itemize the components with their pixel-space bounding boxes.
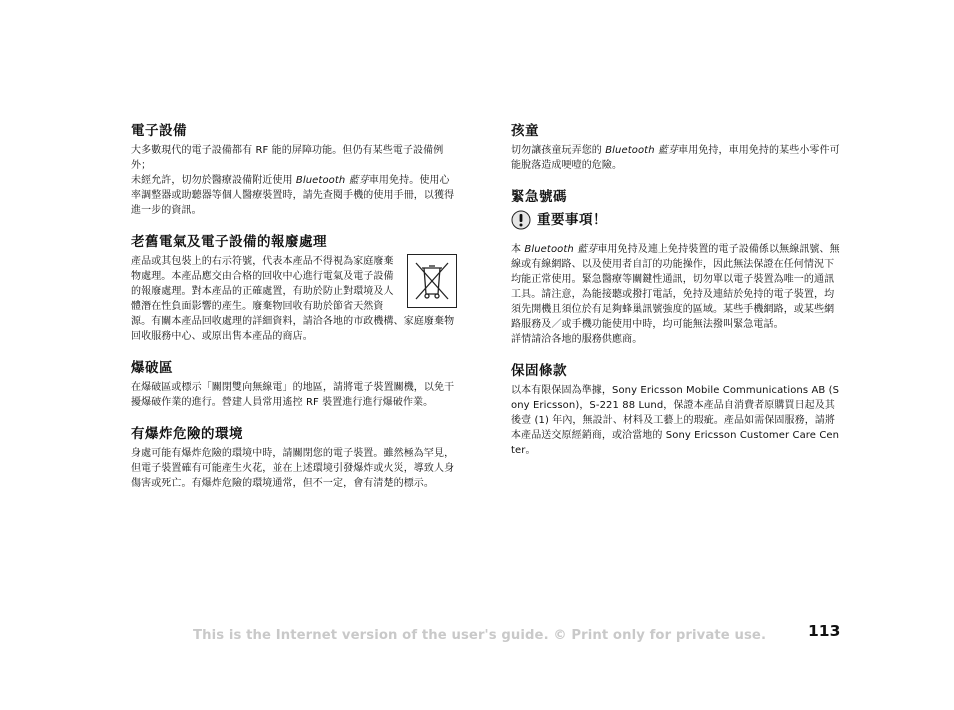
section-electronic-devices <box>131 122 457 218</box>
paragraph: 詳情請洽各地的服務供應商。 <box>511 334 643 345</box>
page-number: 113 <box>808 622 841 640</box>
paragraph: 身處可能有爆炸危險的環境中時，請關閉您的電子裝置。雖然極為罕見，但電子裝置確有可能產生火花，並在上述環境引發爆炸或火災，導致人身傷害或死亡。有爆炸危險的環境通常，但不一定，會有清楚的標示。 <box>131 448 455 489</box>
paragraph <box>131 173 457 218</box>
product-name: Bluetooth 藍芽 <box>605 145 679 156</box>
product-name: Bluetooth 藍芽 <box>524 244 598 255</box>
section-blasting-area <box>131 359 457 410</box>
text: 車用免持及連上免持裝置的電子設備係以無線訊號、無線或有線網路、以及使用者自訂的功能操作，因此無法保證在任何情況下均能正常使用。緊急醫療等關鍵性通訊，切勿單以電子裝置為唯一的通訊工具。請注意，為能接聽或撥打電話，免持及連結於免持的電子裝置，均須先開機且須位於有足夠蜂巢訊號強度的區域。某些手機網路，或某些網路服務及／或手機功能使用中時，均可能無法撥叫緊急電話。 <box>511 244 840 330</box>
section-important <box>511 210 841 347</box>
text: 未經允許，切勿於醫療設備附近使用 <box>131 175 296 186</box>
section-title: 重要事項！ <box>537 212 607 228</box>
text: 本 <box>511 244 525 255</box>
section-children <box>511 122 841 173</box>
section-title: 爆破區 <box>131 360 173 376</box>
text: 車用免持，車用免持的某些小零件可能脫落造成哽噎的危險。 <box>511 145 840 171</box>
paragraph: 產品或其包裝上的右示符號，代表本產品不得視為家庭廢棄物處理。本產品應交由合格的回收中心進行電氣及電子設備的報廢處理。對本產品的正確處置，有助於防止對環境及人體潛在性負面影響的產生。廢棄物回收有助於節省天然資源。有關本產品回收處理的詳細資料，請洽各地的市政機構、家庭廢棄物回收服務中心、或原出售本產品的商店。 <box>131 256 455 342</box>
section-emergency-numbers <box>511 188 841 206</box>
right-column <box>511 122 841 473</box>
product-name: Bluetooth 藍芽 <box>295 175 369 186</box>
paragraph <box>511 242 841 332</box>
crossed-out-wheelie-bin-icon <box>407 254 457 308</box>
section-title: 保固條款 <box>511 363 567 379</box>
section-disposal <box>131 233 457 344</box>
text: 車用免持。使用心率調整器或助聽器等個人醫療裝置時，請先查閱手機的使用手冊，以獲得進一步的資訊。 <box>131 175 455 216</box>
paragraph: 以本有限保固為準據，Sony Ericsson Mobile Communications AB (Sony Ericsson)，S-221 88 Lund，保證本產品自消費者原購買日起及其後壹 (1) 年內，無設計、材料及工藝上的瑕疵。產品如需保固服務，請將本產品送交原經銷商，或洽當地的 Sony Ericsson Customer Care Center。 <box>511 385 840 456</box>
text: 切勿讓孩童玩弄您的 <box>511 145 606 156</box>
left-column <box>131 122 457 506</box>
paragraph: 在爆破區或標示「關閉雙向無線電」的地區，請將電子裝置關機，以免干擾爆破作業的進行。營建人員常用遙控 RF 裝置進行進行爆破作業。 <box>131 382 455 408</box>
section-title: 老舊電氣及電子設備的報廢處理 <box>131 234 327 250</box>
important-heading <box>511 210 841 230</box>
section-title: 有爆炸危險的環境 <box>131 426 243 442</box>
paragraph <box>511 143 841 173</box>
section-title: 孩童 <box>511 123 539 139</box>
section-title: 電子設備 <box>131 123 187 139</box>
paragraph: 大多數現代的電子設備都有 RF 能的屏障功能。但仍有某些電子設備例外； <box>131 145 444 171</box>
section-title: 緊急號碼 <box>511 189 567 205</box>
section-explosive-atmosphere <box>131 425 457 491</box>
section-warranty <box>511 362 841 458</box>
exclamation-icon <box>511 210 531 230</box>
footer-note: This is the Internet version of the user's guide. © Print only for private use. <box>193 628 767 643</box>
